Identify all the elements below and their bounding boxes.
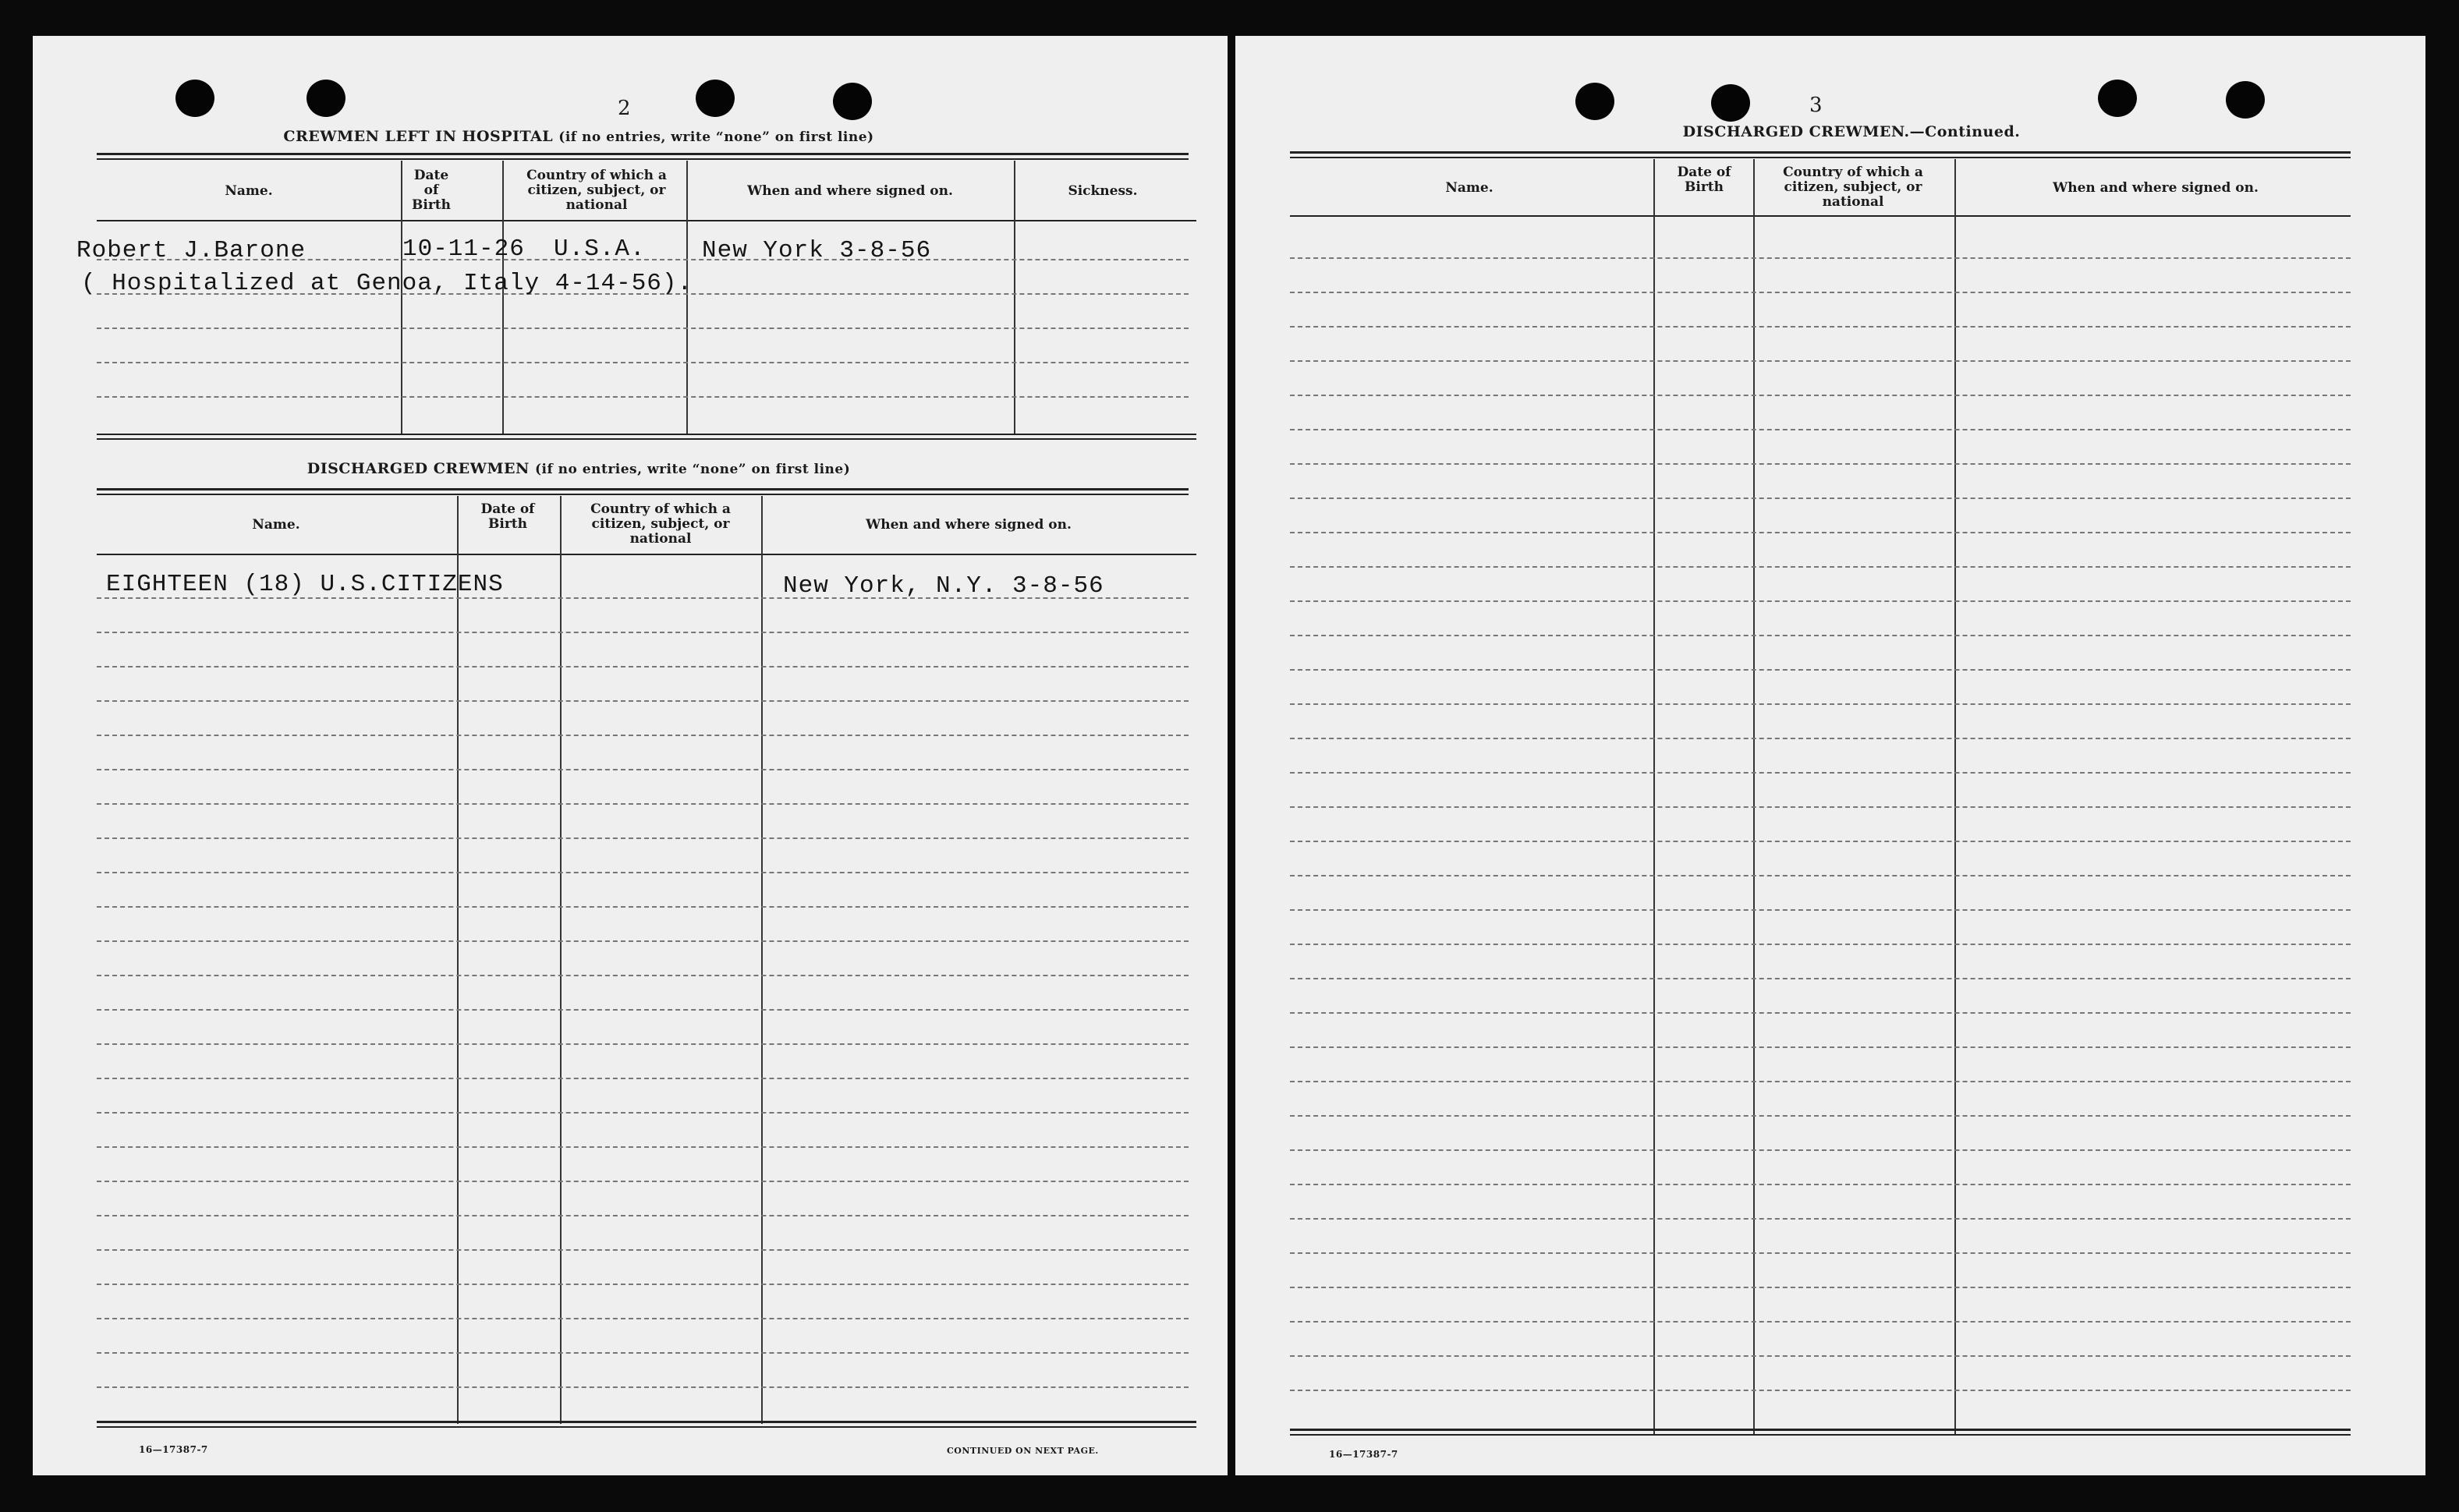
right-page xyxy=(1235,36,2425,1475)
rule xyxy=(97,438,1196,440)
punch-hole xyxy=(306,80,345,117)
hospital-header-dob: Date of Birth xyxy=(412,168,451,213)
column-divider xyxy=(1954,159,1956,1435)
column-divider xyxy=(1753,159,1755,1435)
punch-hole xyxy=(833,83,872,120)
rule xyxy=(97,220,1196,221)
discharged-title-text: DISCHARGED CREWMEN xyxy=(306,460,530,477)
hospital-entry-signed: New York 3-8-56 xyxy=(702,237,932,264)
page-number: 3 xyxy=(1809,94,1823,117)
hospital-title-text: CREWMEN LEFT IN HOSPITAL xyxy=(283,128,554,145)
continued-header-signed: When and where signed on. xyxy=(2053,180,2259,196)
rule xyxy=(97,488,1189,490)
discharged-header-dob: Date of Birth xyxy=(480,501,535,532)
continued-note: CONTINUED ON NEXT PAGE. xyxy=(947,1446,1099,1456)
discharged-section-title xyxy=(95,460,1062,477)
hospital-header-signed: When and where signed on. xyxy=(747,183,953,199)
continued-header-country: Country of which a citizen, subject, or national xyxy=(1783,165,1923,210)
column-divider xyxy=(502,161,504,435)
discharged-entry-name: EIGHTEEN (18) U.S.CITIZENS xyxy=(106,571,504,598)
rule xyxy=(1290,157,2351,158)
hospital-section-title xyxy=(95,128,1062,145)
rule xyxy=(1290,1429,2351,1431)
discharged-continued-title: DISCHARGED CREWMEN.—Continued. xyxy=(1682,123,2021,140)
form-number: 16—17387-7 xyxy=(1329,1449,1398,1460)
hospital-header-sickness: Sickness. xyxy=(1068,183,1138,199)
discharged-header-signed: When and where signed on. xyxy=(866,517,1072,533)
rule xyxy=(97,153,1189,155)
hospital-entry-dob: 10-11-26 xyxy=(402,235,525,263)
continued-header-dob: Date of Birth xyxy=(1677,165,1731,195)
discharged-title-note: (if no entries, write “none” on first line) xyxy=(534,462,851,477)
hospital-entry-name: Robert J.Barone xyxy=(76,237,306,264)
punch-hole xyxy=(696,80,735,117)
rule xyxy=(97,158,1189,160)
punch-hole xyxy=(1711,84,1750,122)
hospital-title-note: (if no entries, write “none” on first line) xyxy=(558,129,874,145)
column-divider xyxy=(686,161,688,435)
left-page xyxy=(33,36,1228,1475)
punch-hole xyxy=(175,80,214,117)
column-divider xyxy=(1014,161,1015,435)
discharged-entry-signed: New York, N.Y. 3-8-56 xyxy=(783,572,1104,600)
continued-header-name: Name. xyxy=(1445,180,1493,196)
hospital-header-country: Country of which a citizen, subject, or national xyxy=(526,168,667,213)
discharged-header-country: Country of which a citizen, subject, or national xyxy=(590,501,731,547)
rule xyxy=(97,554,1196,555)
rule xyxy=(97,434,1196,435)
column-divider xyxy=(401,161,402,435)
discharged-header-name: Name. xyxy=(252,517,300,533)
rule xyxy=(97,1426,1196,1428)
rule xyxy=(1290,1434,2351,1436)
form-number: 16—17387-7 xyxy=(139,1444,208,1455)
hospital-header-name: Name. xyxy=(225,183,273,199)
rule xyxy=(97,494,1189,495)
punch-hole xyxy=(1575,83,1614,120)
rule xyxy=(1290,215,2351,217)
punch-hole xyxy=(2226,81,2265,119)
hospital-entry-note: ( Hospitalized at Genoa, Italy 4-14-56). xyxy=(81,270,693,297)
hospital-entry-country: U.S.A. xyxy=(554,235,646,263)
punch-hole xyxy=(2098,80,2137,117)
rule xyxy=(97,1421,1196,1423)
page-number: 2 xyxy=(618,97,631,120)
column-divider xyxy=(1653,159,1655,1435)
rule xyxy=(1290,151,2351,154)
